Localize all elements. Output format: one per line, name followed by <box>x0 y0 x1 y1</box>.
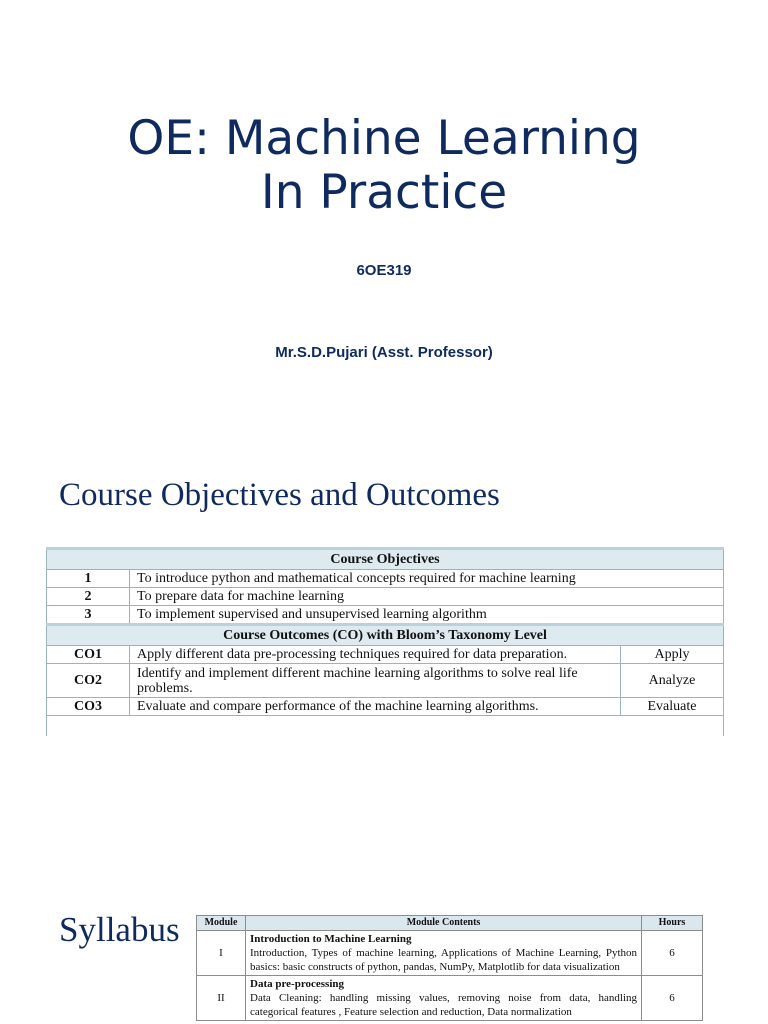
objective-number: 2 <box>47 588 130 606</box>
objective-row <box>47 570 724 588</box>
title-slide <box>0 0 768 440</box>
syllabus-heading: Syllabus <box>59 910 180 949</box>
course-title-line2: In Practice <box>260 165 508 220</box>
module-contents <box>246 976 642 1021</box>
objective-number: 3 <box>47 606 130 625</box>
objectives-outcomes-table <box>46 547 724 736</box>
course-title-line1: OE: Machine Learning <box>127 111 641 166</box>
objective-number: 1 <box>47 570 130 588</box>
module-contents <box>246 931 642 976</box>
outcome-text: Identify and implement different machine learning algorithms to solve real life problems. <box>130 664 621 698</box>
author-name: Mr.S.D.Pujari (Asst. Professor) <box>275 344 493 361</box>
outcome-row <box>47 664 724 698</box>
module-title: Data pre-processing <box>250 978 345 990</box>
objective-text: To introduce python and mathematical concepts required for machine learning <box>130 570 724 588</box>
outcome-code: CO3 <box>47 698 130 716</box>
course-title <box>0 112 768 220</box>
outcomes-header-row <box>47 625 724 646</box>
module-number: I <box>197 931 246 976</box>
module-description: Introduction, Types of machine learning, Applications of Machine Learning, Python basics: basic constructs of python, pandas, NumPy, Matplotlib for data visualization <box>250 947 637 973</box>
outcome-level: Apply <box>621 646 724 664</box>
objectives-outcomes-heading: Course Objectives and Outcomes <box>59 477 500 513</box>
outcome-row <box>47 646 724 664</box>
syllabus-row <box>197 931 703 976</box>
outcome-level: Analyze <box>621 664 724 698</box>
module-hours: 6 <box>642 976 703 1021</box>
column-header-contents: Module Contents <box>246 916 642 931</box>
objectives-header: Course Objectives <box>47 549 724 570</box>
syllabus-table <box>196 915 703 1021</box>
syllabus-header-row <box>197 916 703 931</box>
module-number: II <box>197 976 246 1021</box>
column-header-hours: Hours <box>642 916 703 931</box>
table-tail-row <box>47 716 724 737</box>
outcomes-header: Course Outcomes (CO) with Bloom’s Taxonomy Level <box>47 625 724 646</box>
outcome-level: Evaluate <box>621 698 724 716</box>
outcome-row <box>47 698 724 716</box>
syllabus-row <box>197 976 703 1021</box>
outcome-code: CO2 <box>47 664 130 698</box>
objectives-header-row <box>47 549 724 570</box>
module-description: Data Cleaning: handling missing values, removing noise from data, handling categorical features , Feature selection and reduction, Data normalization <box>250 992 637 1018</box>
module-title: Introduction to Machine Learning <box>250 933 412 945</box>
objective-text: To prepare data for machine learning <box>130 588 724 606</box>
column-header-module: Module <box>197 916 246 931</box>
objective-row <box>47 588 724 606</box>
objective-row <box>47 606 724 625</box>
course-code: 6OE319 <box>356 262 412 279</box>
outcome-text: Evaluate and compare performance of the machine learning algorithms. <box>130 698 621 716</box>
objective-text: To implement supervised and unsupervised learning algorithm <box>130 606 724 625</box>
table-tail-cell <box>47 716 724 737</box>
outcome-text: Apply different data pre-processing techniques required for data preparation. <box>130 646 621 664</box>
module-hours: 6 <box>642 931 703 976</box>
outcome-code: CO1 <box>47 646 130 664</box>
